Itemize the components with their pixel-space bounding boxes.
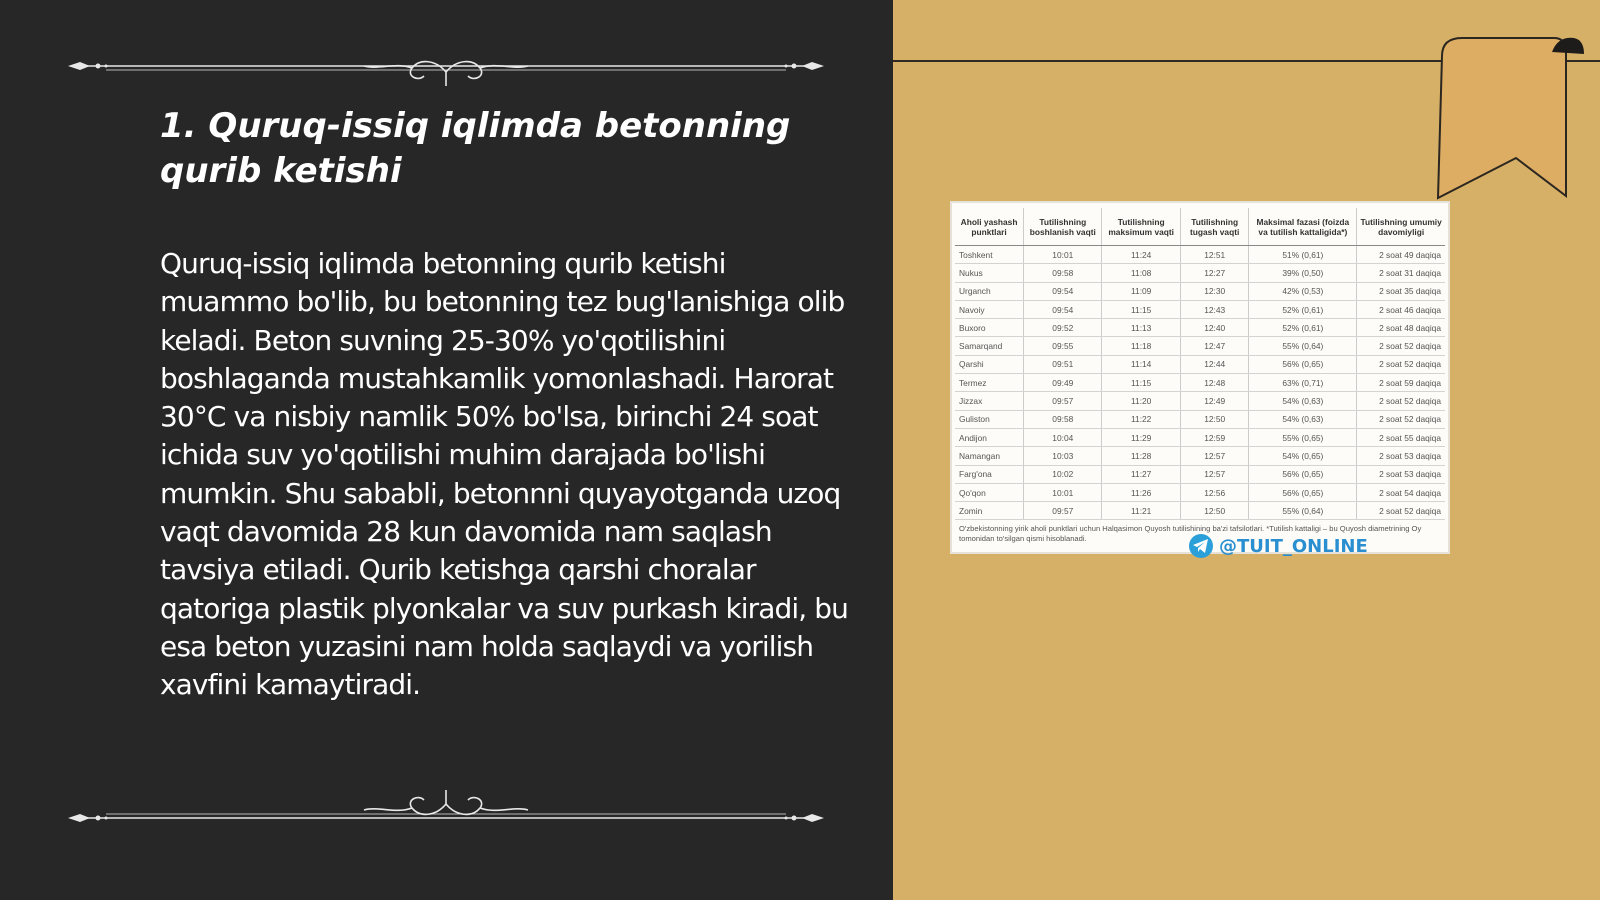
table-cell: 2 soat 46 daqiqa bbox=[1357, 300, 1445, 318]
table-cell: 12:27 bbox=[1180, 264, 1249, 282]
table-cell: 11:14 bbox=[1102, 355, 1180, 373]
table-cell: 12:51 bbox=[1180, 246, 1249, 264]
table-cell: 2 soat 55 daqiqa bbox=[1357, 428, 1445, 446]
table-cell: 12:50 bbox=[1180, 502, 1249, 520]
table-cell: Nukus bbox=[955, 264, 1024, 282]
table-cell: 11:26 bbox=[1102, 483, 1180, 501]
table-cell: 09:51 bbox=[1024, 355, 1102, 373]
column-header: Tutilishning tugash vaqti bbox=[1180, 208, 1249, 246]
column-header: Tutilishning maksimum vaqti bbox=[1102, 208, 1180, 246]
table-cell: 12:57 bbox=[1180, 447, 1249, 465]
table-cell: 54% (0,63) bbox=[1249, 392, 1357, 410]
table-cell: Samarqand bbox=[955, 337, 1024, 355]
table-cell: Urganch bbox=[955, 282, 1024, 300]
table-cell: 11:21 bbox=[1102, 502, 1180, 520]
telegram-icon bbox=[1189, 534, 1213, 558]
eclipse-table-image bbox=[950, 201, 1450, 554]
table-cell: 11:18 bbox=[1102, 337, 1180, 355]
table-row bbox=[955, 319, 1445, 337]
table-cell: Namangan bbox=[955, 447, 1024, 465]
table-cell: 09:58 bbox=[1024, 264, 1102, 282]
table-row bbox=[955, 264, 1445, 282]
table-cell: 2 soat 52 daqiqa bbox=[1357, 337, 1445, 355]
table-row bbox=[955, 465, 1445, 483]
table-cell: 12:50 bbox=[1180, 410, 1249, 428]
table-cell: 09:57 bbox=[1024, 392, 1102, 410]
table-cell: 11:13 bbox=[1102, 319, 1180, 337]
table-cell: 11:15 bbox=[1102, 300, 1180, 318]
table-cell: 2 soat 53 daqiqa bbox=[1357, 465, 1445, 483]
table-cell: 55% (0,65) bbox=[1249, 428, 1357, 446]
table-cell: 11:08 bbox=[1102, 264, 1180, 282]
table-cell: Jizzax bbox=[955, 392, 1024, 410]
table-cell: Navoiy bbox=[955, 300, 1024, 318]
table-cell: 2 soat 54 daqiqa bbox=[1357, 483, 1445, 501]
table-cell: 09:57 bbox=[1024, 502, 1102, 520]
table-header-row bbox=[955, 208, 1445, 246]
table-cell: 12:40 bbox=[1180, 319, 1249, 337]
table-cell: 11:24 bbox=[1102, 246, 1180, 264]
table-cell: 11:20 bbox=[1102, 392, 1180, 410]
table-cell: Qarshi bbox=[955, 355, 1024, 373]
table-cell: Farg'ona bbox=[955, 465, 1024, 483]
column-header: Maksimal fazasi (foizda va tutilish kattaligida*) bbox=[1249, 208, 1357, 246]
table-cell: 2 soat 52 daqiqa bbox=[1357, 502, 1445, 520]
table-cell: 42% (0,53) bbox=[1249, 282, 1357, 300]
table-cell: 11:22 bbox=[1102, 410, 1180, 428]
table-row bbox=[955, 428, 1445, 446]
table-cell: Qo'qon bbox=[955, 483, 1024, 501]
watermark-text: @TUIT_ONLINE bbox=[1219, 535, 1368, 557]
scroll-ornament-icon bbox=[66, 46, 826, 86]
table-row bbox=[955, 502, 1445, 520]
table-cell: 2 soat 31 daqiqa bbox=[1357, 264, 1445, 282]
column-header: Tutilishning umumiy davomiyligi bbox=[1357, 208, 1445, 246]
table-cell: 55% (0,64) bbox=[1249, 502, 1357, 520]
table-cell: 63% (0,71) bbox=[1249, 374, 1357, 392]
table-cell: 09:52 bbox=[1024, 319, 1102, 337]
table-cell: 12:43 bbox=[1180, 300, 1249, 318]
table-cell: 2 soat 52 daqiqa bbox=[1357, 355, 1445, 373]
table-cell: 11:15 bbox=[1102, 374, 1180, 392]
table-cell: 12:49 bbox=[1180, 392, 1249, 410]
table-cell: 39% (0,50) bbox=[1249, 264, 1357, 282]
table-cell: 2 soat 52 daqiqa bbox=[1357, 410, 1445, 428]
table-cell: Andijon bbox=[955, 428, 1024, 446]
table-cell: 56% (0,65) bbox=[1249, 483, 1357, 501]
table-cell: 09:54 bbox=[1024, 300, 1102, 318]
table-cell: 11:27 bbox=[1102, 465, 1180, 483]
table-cell: 2 soat 59 daqiqa bbox=[1357, 374, 1445, 392]
watermark bbox=[1189, 534, 1368, 558]
table-cell: Toshkent bbox=[955, 246, 1024, 264]
table-cell: 51% (0,61) bbox=[1249, 246, 1357, 264]
table-cell: 56% (0,65) bbox=[1249, 355, 1357, 373]
table-cell: 10:01 bbox=[1024, 483, 1102, 501]
table-row bbox=[955, 392, 1445, 410]
table-cell: 10:01 bbox=[1024, 246, 1102, 264]
table-cell: 12:59 bbox=[1180, 428, 1249, 446]
table-cell: 11:09 bbox=[1102, 282, 1180, 300]
table-cell: 12:47 bbox=[1180, 337, 1249, 355]
table-cell: 10:03 bbox=[1024, 447, 1102, 465]
table-row bbox=[955, 374, 1445, 392]
column-header: Tutilishning boshlanish vaqti bbox=[1024, 208, 1102, 246]
table-cell: 12:56 bbox=[1180, 483, 1249, 501]
table-cell: Termez bbox=[955, 374, 1024, 392]
table-cell: 10:02 bbox=[1024, 465, 1102, 483]
table-cell: 09:55 bbox=[1024, 337, 1102, 355]
table-cell: 09:54 bbox=[1024, 282, 1102, 300]
table-cell: Guliston bbox=[955, 410, 1024, 428]
slide-body-text: Quruq-issiq iqlimda betonning qurib ketishi muammo bo'lib, bu betonning tez bug'lanishiga olib keladi. Beton suvning 25-30% yo'qotilishini boshlaganda mustahkamlik yomonlashadi. Harorat 30°C va nisbiy namlik 50% bo'lsa, birinchi 24 soat ichida suv yo'qotilishi muhim darajada bo'lishi mumkin. Shu sababli, betonnni quyayotganda uzoq vaqt davomida 28 kun davomida nam saqlash tavsiya etiladi. Qurib ketishga qarshi choralar qatoriga plastik plyonkalar va suv purkash kiradi, bu esa beton yuzasini nam holda saqlaydi va yorilish xavfini kamaytiradi. bbox=[160, 247, 848, 702]
table-cell: 54% (0,63) bbox=[1249, 410, 1357, 428]
table-cell: 12:57 bbox=[1180, 465, 1249, 483]
table-row bbox=[955, 282, 1445, 300]
table-cell: 2 soat 53 daqiqa bbox=[1357, 447, 1445, 465]
table-cell: Buxoro bbox=[955, 319, 1024, 337]
table-row bbox=[955, 300, 1445, 318]
table-cell: 56% (0,65) bbox=[1249, 465, 1357, 483]
slide-title: 1. Quruq-issiq iqlimda betonning qurib ketishi bbox=[160, 106, 791, 191]
scroll-ornament-icon bbox=[66, 790, 826, 830]
table-row bbox=[955, 410, 1445, 428]
table-body bbox=[955, 246, 1445, 520]
table-cell: 55% (0,64) bbox=[1249, 337, 1357, 355]
table-row bbox=[955, 483, 1445, 501]
column-header: Aholi yashash punktlari bbox=[955, 208, 1024, 246]
table-cell: 54% (0,65) bbox=[1249, 447, 1357, 465]
table-cell: 52% (0,61) bbox=[1249, 319, 1357, 337]
table-cell: 09:49 bbox=[1024, 374, 1102, 392]
table-cell: 2 soat 52 daqiqa bbox=[1357, 392, 1445, 410]
table-cell: 12:48 bbox=[1180, 374, 1249, 392]
table-cell: 11:29 bbox=[1102, 428, 1180, 446]
table-row bbox=[955, 447, 1445, 465]
table-row bbox=[955, 337, 1445, 355]
table-cell: 11:28 bbox=[1102, 447, 1180, 465]
table-cell: 12:30 bbox=[1180, 282, 1249, 300]
table-cell: 10:04 bbox=[1024, 428, 1102, 446]
table-footnote: O'zbekistonning yirik aholi punktlari uchun Halqasimon Quyosh tutilishining ba'zi tafsilotlari. *Tutilish kattaligi – bu Quyosh diametrining Oy tomonidan to'silgan qismi hisoblanadi. bbox=[959, 524, 1422, 544]
table-cell: 2 soat 35 daqiqa bbox=[1357, 282, 1445, 300]
table-cell: 12:44 bbox=[1180, 355, 1249, 373]
table-cell: 2 soat 48 daqiqa bbox=[1357, 319, 1445, 337]
table-cell: 2 soat 49 daqiqa bbox=[1357, 246, 1445, 264]
table-cell: Zomin bbox=[955, 502, 1024, 520]
bookmark-ribbon-icon bbox=[1434, 34, 1584, 200]
eclipse-table bbox=[955, 208, 1445, 520]
table-cell: 09:58 bbox=[1024, 410, 1102, 428]
table-row bbox=[955, 355, 1445, 373]
table-cell: 52% (0,61) bbox=[1249, 300, 1357, 318]
table-row bbox=[955, 246, 1445, 264]
